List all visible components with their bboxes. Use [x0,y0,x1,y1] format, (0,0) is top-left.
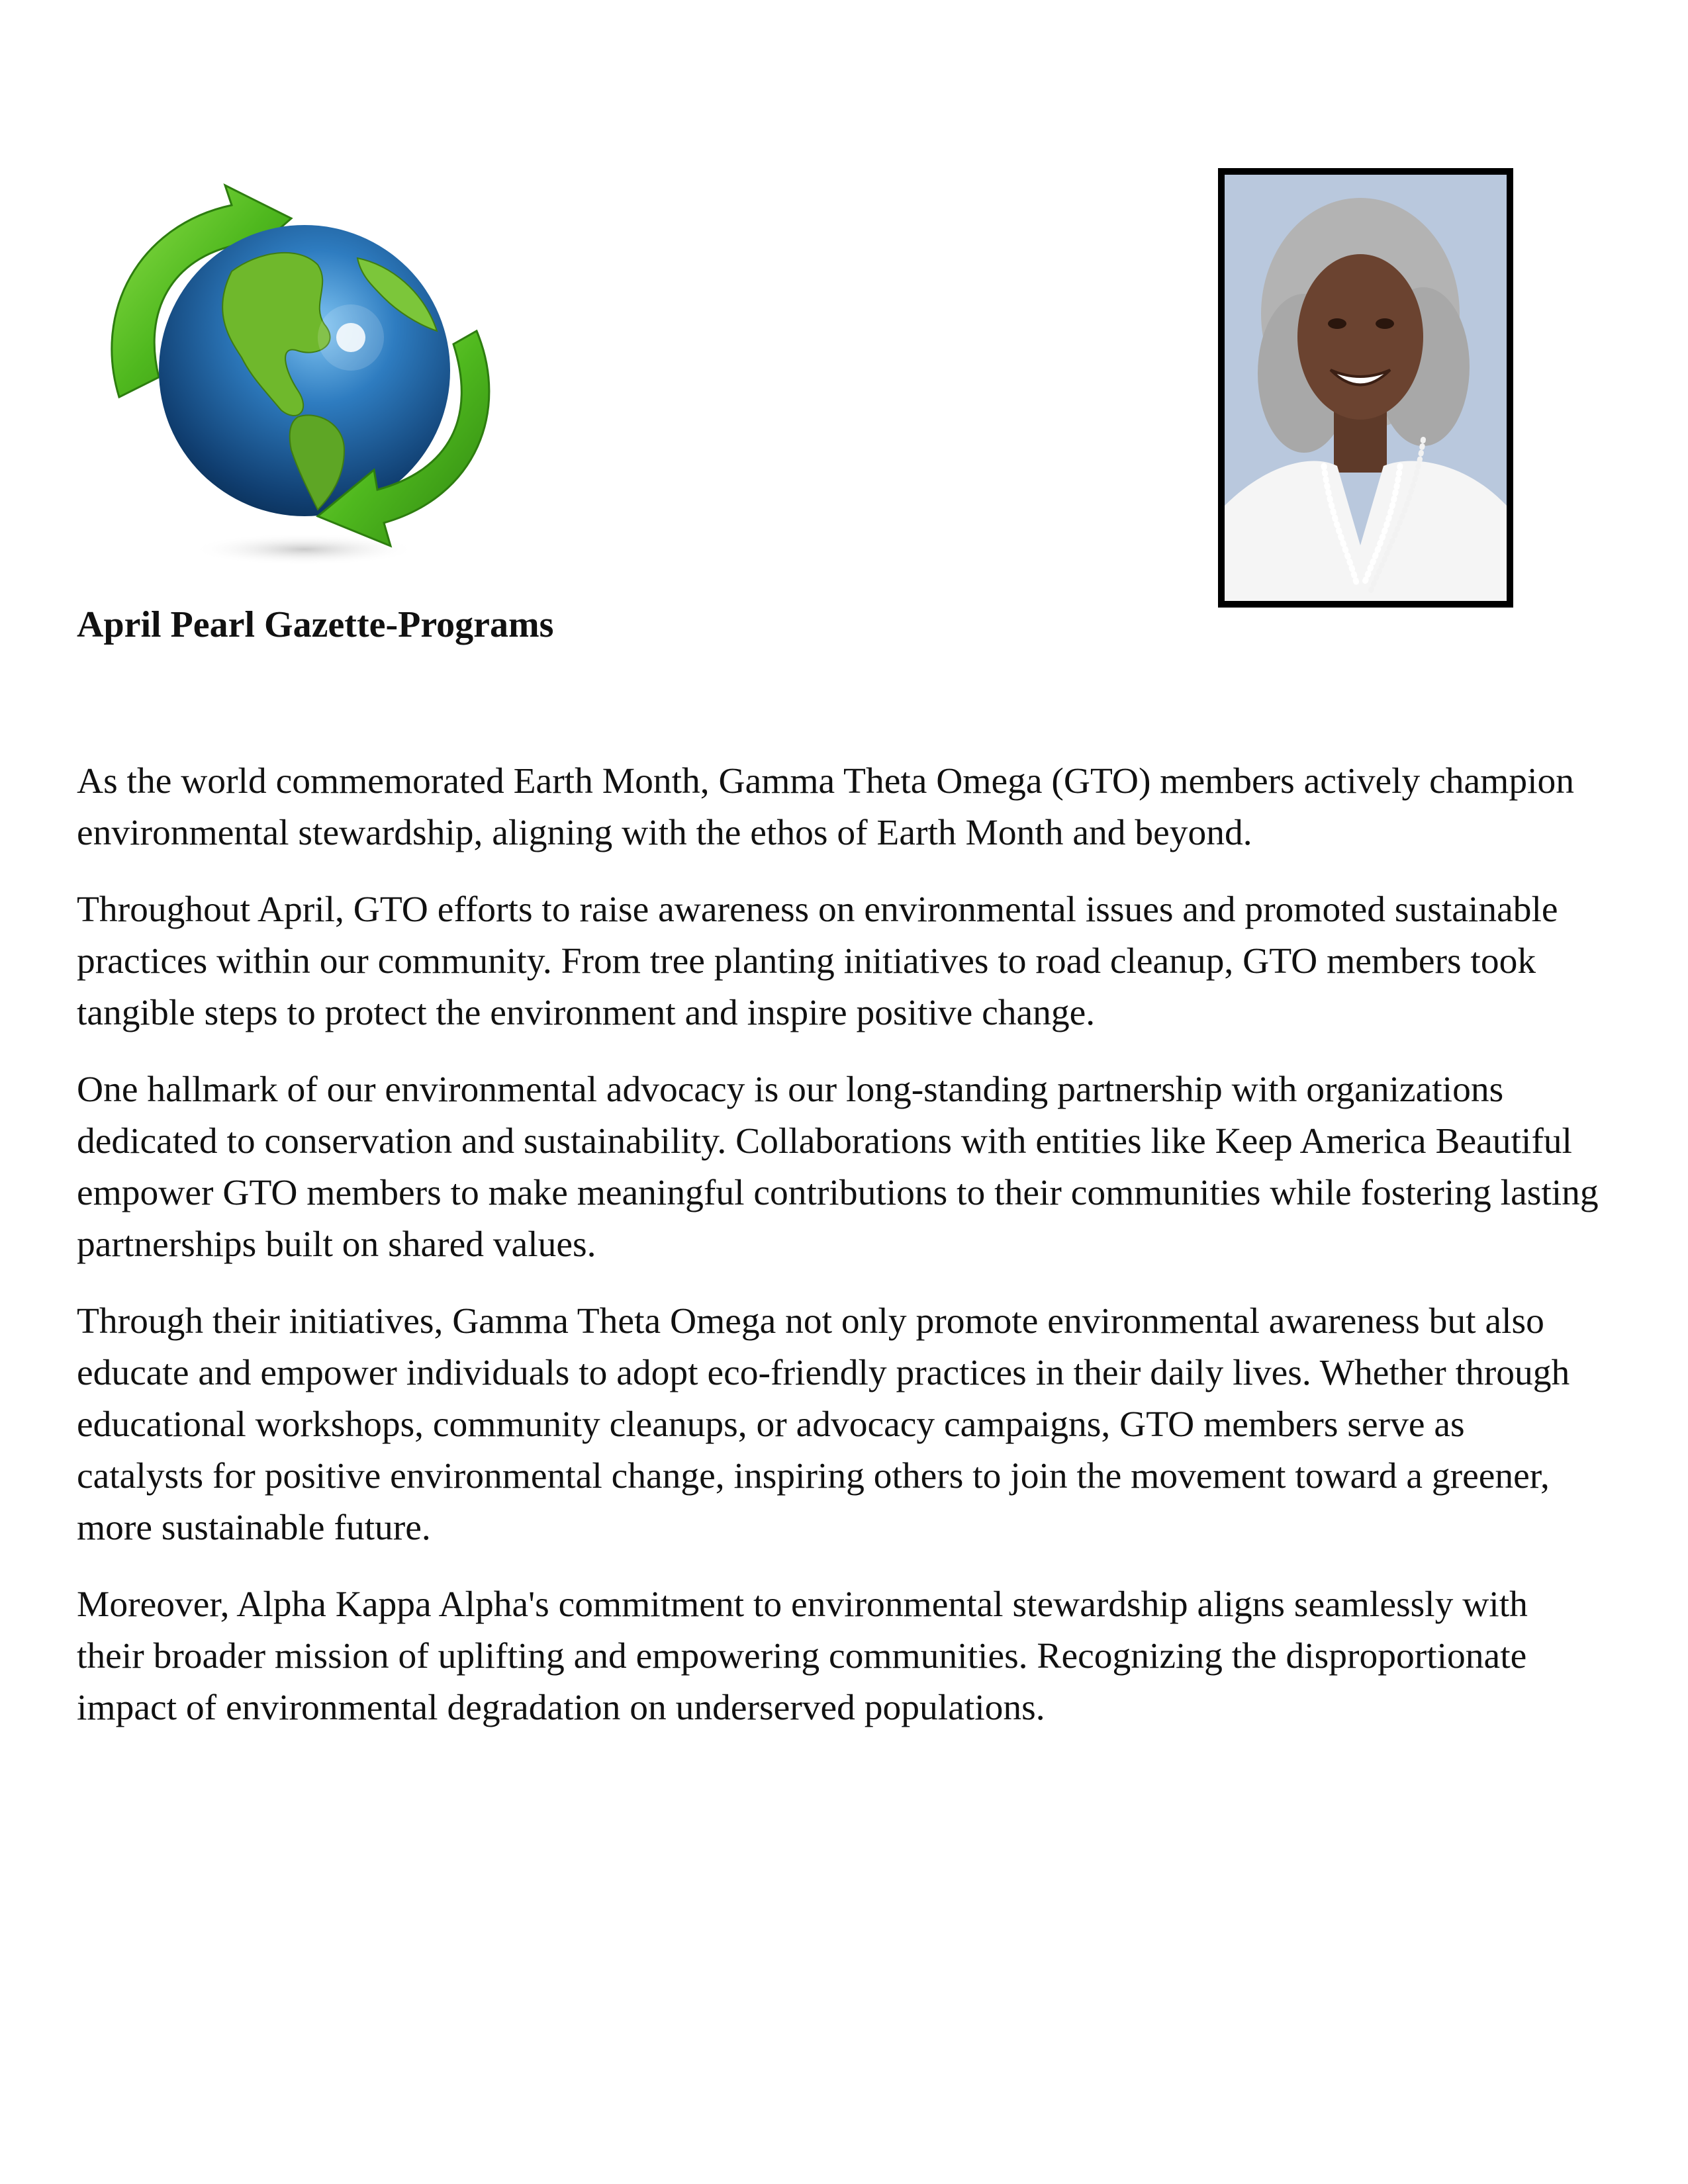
article-body [77,756,1599,1759]
recycling-globe-icon [79,179,530,576]
page-title: April Pearl Gazette-Programs [77,604,554,645]
paragraph-2: Throughout April, GTO efforts to raise awareness on environmental issues and promoted sustainable practices within our community. From tree planting initiatives to road cleanup, GTO members took tangible steps to protect the environment and inspire positive change. [77,889,1558,1033]
portrait-photo [1218,168,1513,608]
paragraph-4: Through their initiatives, Gamma Theta Omega not only promote environmental awareness but also educate and empower individuals to adopt eco-friendly practices in their daily lives. Whether through educational workshops, community cleanups, or advocacy campaigns, GTO members serve as catalysts for positive environmental change, inspiring others to join the movement toward a greener, more sustainable future. [77,1301,1570,1548]
paragraph-3: One hallmark of our environmental advocacy is our long-standing partnership with organizations dedicated to conservation and sustainability. Collaborations with entities like Keep America Beautiful empower GTO members to make meaningful contributions to their communities while fostering lasting partnerships built on shared values. [77,1069,1599,1265]
paragraph-1: As the world commemorated Earth Month, Gamma Theta Omega (GTO) members actively champion environmental stewardship, aligning with the ethos of Earth Month and beyond. [77,761,1575,853]
paragraph-5: Moreover, Alpha Kappa Alpha's commitment to environmental stewardship aligns seamlessly with their broader mission of uplifting and empowering communities. Recognizing the disproportionate impact of environmental degradation on underserved populations. [77,1584,1528,1728]
